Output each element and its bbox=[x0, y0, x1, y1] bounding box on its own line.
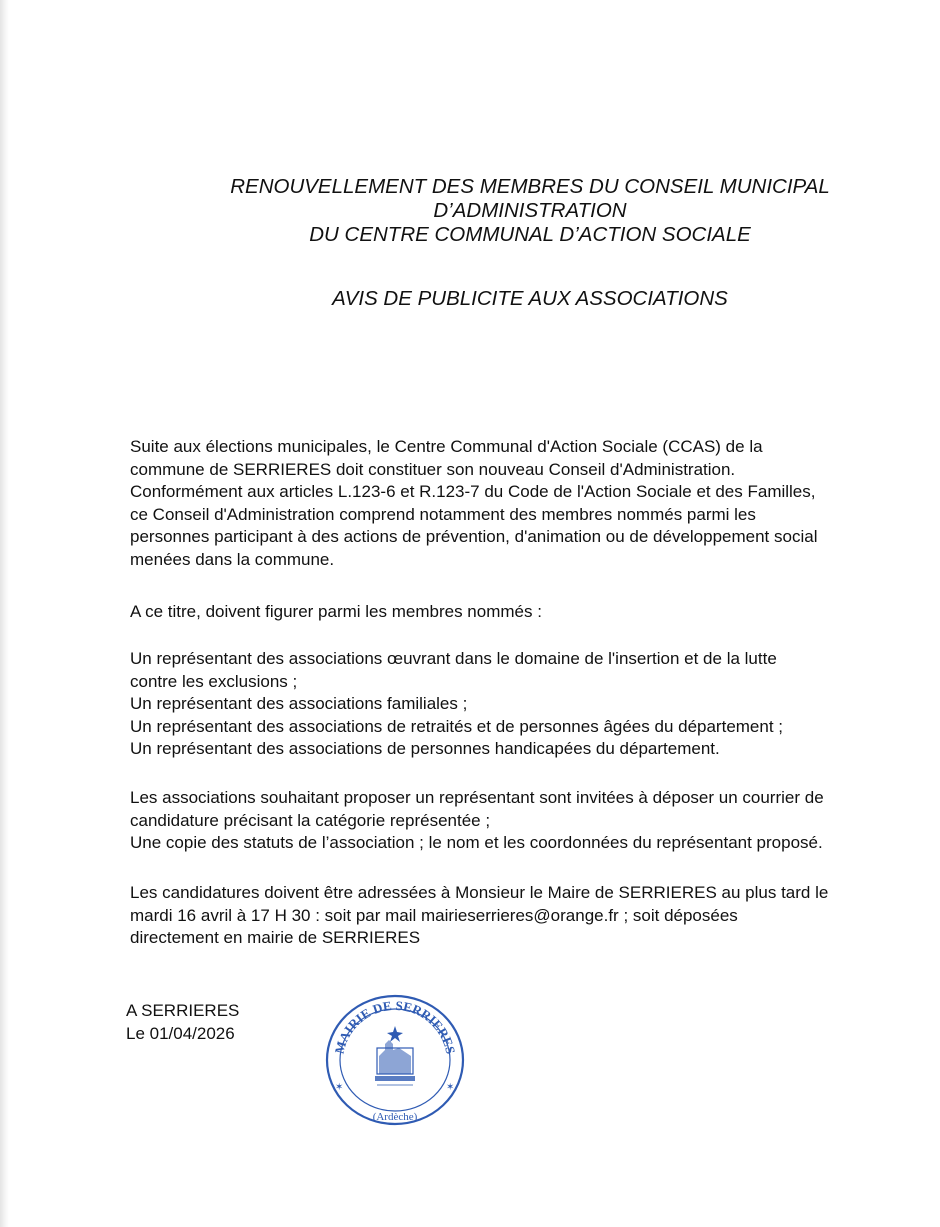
stamp-emblem-icon bbox=[375, 1026, 415, 1085]
text-line: Une copie des statuts de l’association ; le nom et les coordonnées du représentant proposé. bbox=[130, 833, 823, 853]
signature-date: Le 01/04/2026 bbox=[126, 1023, 235, 1043]
title-line: RENOUVELLEMENT DES MEMBRES DU CONSEIL MUNICIPAL bbox=[230, 175, 830, 198]
text-line: Les associations souhaitant proposer un représentant sont invitées à déposer un courrier de bbox=[130, 788, 824, 807]
document-subtitle: AVIS DE PUBLICITE AUX ASSOCIATIONS bbox=[332, 287, 728, 310]
mairie-stamp bbox=[315, 990, 475, 1130]
stamp-star-right-icon: ✶ bbox=[446, 1082, 455, 1093]
title-line: D’ADMINISTRATION bbox=[433, 199, 627, 222]
text-line: personnes participant à des actions de prévention, d'animation ou de développement social bbox=[130, 527, 818, 547]
text-line: Les candidatures doivent être adressées à Monsieur le Maire de SERRIERES au plus tard le bbox=[130, 883, 829, 902]
stamp-star-left-icon: ✶ bbox=[335, 1082, 344, 1093]
candidatures-paragraph bbox=[130, 882, 930, 950]
members-list bbox=[130, 648, 930, 761]
document-title bbox=[120, 175, 940, 247]
list-item: contre les exclusions ; bbox=[130, 671, 298, 691]
list-item: Un représentant des associations de retraités et de personnes âgées du département ; bbox=[130, 716, 784, 736]
text-line: ce Conseil d'Administration comprend notamment des membres nommés parmi les bbox=[130, 504, 756, 524]
text-line: commune de SERRIERES doit constituer son nouveau Conseil d'Administration. bbox=[130, 459, 736, 479]
stamp-top-text: MAIRIE DE SERRIERES bbox=[331, 997, 459, 1056]
associations-paragraph bbox=[130, 787, 930, 855]
members-intro-paragraph bbox=[130, 601, 930, 624]
signature-block bbox=[126, 1000, 239, 1045]
page-edge-shadow bbox=[0, 0, 9, 1227]
text-line: mardi 16 avril à 17 H 30 : soit par mail mairieserrieres@orange.fr ; soit déposées bbox=[130, 905, 738, 925]
list-item: Un représentant des associations de personnes handicapées du département. bbox=[130, 739, 720, 759]
text-line: Suite aux élections municipales, le Centre Communal d'Action Sociale (CCAS) de la bbox=[130, 437, 763, 456]
list-item: Un représentant des associations œuvrant dans le domaine de l'insertion et de la lutte bbox=[130, 649, 777, 668]
text-line: directement en mairie de SERRIERES bbox=[130, 928, 421, 948]
title-line: DU CENTRE COMMUNAL D’ACTION SOCIALE bbox=[309, 223, 751, 246]
text-line: Conformément aux articles L.123-6 et R.123-7 du Code de l'Action Sociale et des Familles, bbox=[130, 482, 816, 502]
text-line: A ce titre, doivent figurer parmi les membres nommés : bbox=[130, 602, 542, 621]
signature-place: A SERRIERES bbox=[126, 1001, 240, 1020]
intro-paragraph bbox=[130, 436, 930, 572]
list-item: Un représentant des associations familiales ; bbox=[130, 694, 468, 714]
text-line: menées dans la commune. bbox=[130, 549, 335, 569]
text-line: candidature précisant la catégorie représentée ; bbox=[130, 810, 491, 830]
stamp-bottom-text: (Ardèche) bbox=[372, 1111, 418, 1123]
